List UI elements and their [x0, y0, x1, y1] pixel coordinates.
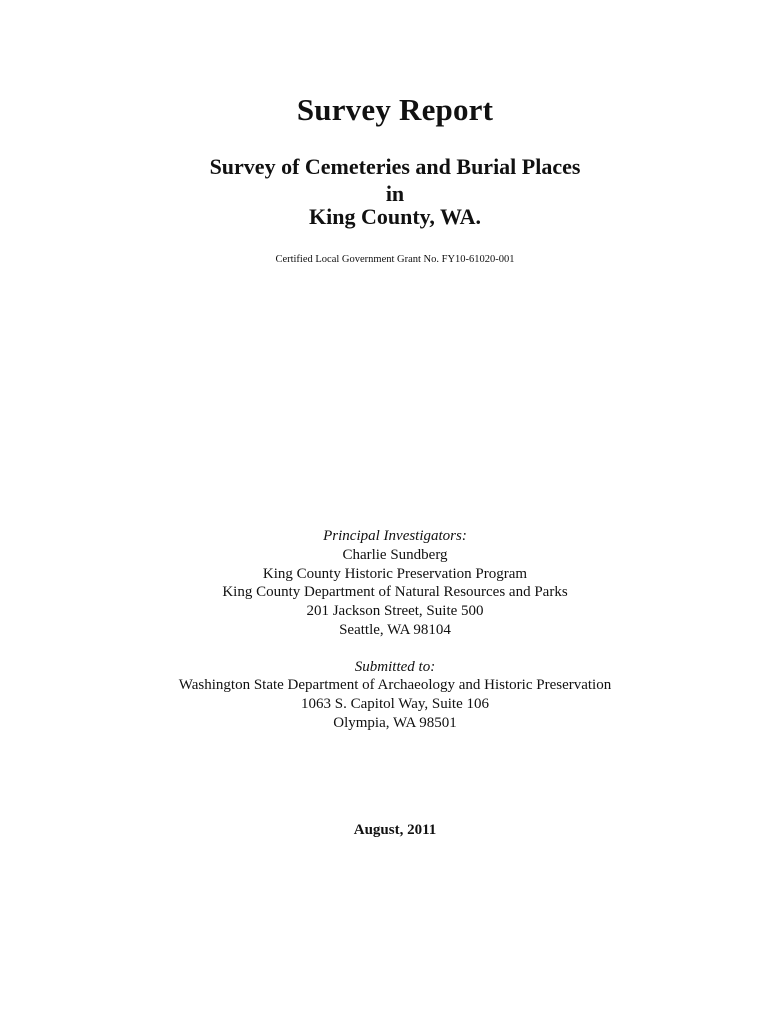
investigator-city: Seattle, WA 98104: [339, 622, 451, 638]
report-title: Survey Report: [296, 92, 494, 127]
grant-number: Certified Local Government Grant No. FY10-61020-001: [275, 254, 515, 265]
investigator-department: King County Department of Natural Resources and Parks: [222, 584, 568, 600]
recipient-organization: Washington State Department of Archaeology and Historic Preservation: [178, 677, 612, 693]
principal-investigators-heading: Principal Investigators:: [323, 528, 467, 544]
report-subtitle-line-1: Survey of Cemeteries and Burial Places: [209, 154, 581, 179]
investigator-street: 201 Jackson Street, Suite 500: [306, 603, 484, 619]
report-date: August, 2011: [353, 822, 437, 838]
report-subtitle-line-3: King County, WA.: [309, 204, 481, 229]
submitted-to-heading: Submitted to:: [354, 659, 436, 675]
recipient-street: 1063 S. Capitol Way, Suite 106: [301, 696, 489, 712]
report-subtitle-line-2: in: [385, 181, 405, 206]
investigator-program: King County Historic Preservation Program: [262, 566, 528, 582]
investigator-name: Charlie Sundberg: [342, 547, 448, 563]
recipient-city: Olympia, WA 98501: [333, 715, 457, 731]
